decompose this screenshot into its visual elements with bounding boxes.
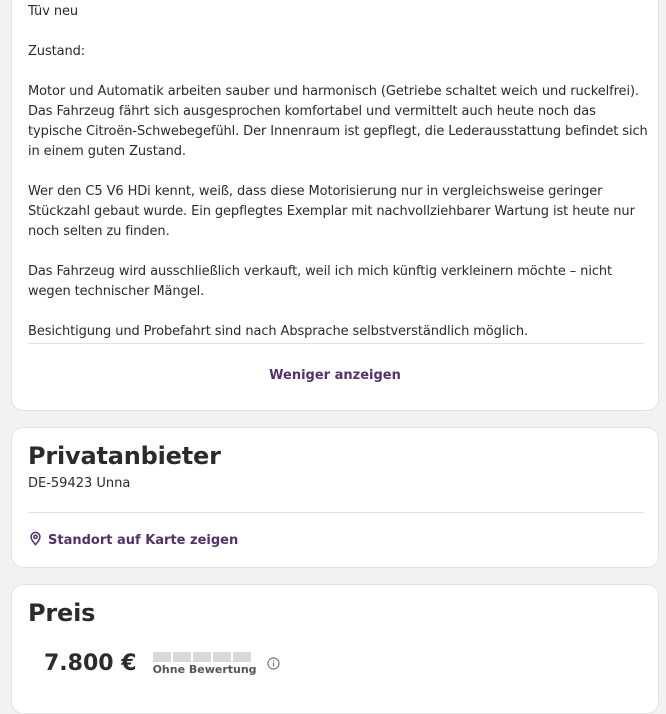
rating-bar xyxy=(193,652,211,662)
divider xyxy=(28,512,644,513)
description-paragraph: Das Fahrzeug wird ausschließlich verkauft, weil ich mich künftig verkleinern möchte – nicht wegen technischer Mängel. xyxy=(28,264,613,299)
description-paragraph: Besichtigung und Probefahrt sind nach Absprache selbstverständlich möglich. xyxy=(28,324,529,339)
show-less-button[interactable] xyxy=(12,364,658,383)
price-rating xyxy=(153,649,257,676)
rating-bar xyxy=(213,652,231,662)
map-pin-icon xyxy=(28,531,43,550)
description-paragraph: Wer den C5 V6 HDi kennt, weiß, dass diese Motorisierung nur in vergleichsweise geringer Stückzahl gebaut wurde. Ein gepflegtes Exemplar mit nachvollziehbarer Wartung ist heute nur noch selten zu finden. xyxy=(28,184,635,239)
show-less-label[interactable]: Weniger anzeigen xyxy=(269,368,401,383)
seller-title: Privatanbieter xyxy=(28,442,221,470)
seller-card xyxy=(11,427,659,568)
show-on-map-label[interactable]: Standort auf Karte zeigen xyxy=(48,533,239,548)
description-card xyxy=(11,0,659,411)
show-on-map-link[interactable] xyxy=(28,531,238,550)
description-paragraph: Tüv neu xyxy=(28,4,78,19)
description-paragraph: Motor und Automatik arbeiten sauber und harmonisch (Getriebe schaltet weich und ruckelfrei). Das Fahrzeug fährt sich ausgesprochen komfortabel und vermittelt auch heute noch das typische Citroën-Schwebegefühl. Der Innenraum ist gepflegt, die Lederausstattung befindet sich in einem guten Zustand. xyxy=(28,84,648,159)
price-value: 7.800 € xyxy=(44,651,137,676)
divider xyxy=(28,343,644,344)
description-paragraph: Zustand: xyxy=(28,44,86,59)
rating-bar xyxy=(233,652,251,662)
seller-location: DE-59423 Unna xyxy=(28,476,131,491)
rating-bars xyxy=(153,652,257,662)
rating-bar xyxy=(153,652,171,662)
price-row xyxy=(44,649,280,676)
price-title: Preis xyxy=(28,599,96,627)
rating-label: Ohne Bewertung xyxy=(152,663,257,676)
info-icon[interactable] xyxy=(267,655,280,668)
rating-bar xyxy=(173,652,191,662)
